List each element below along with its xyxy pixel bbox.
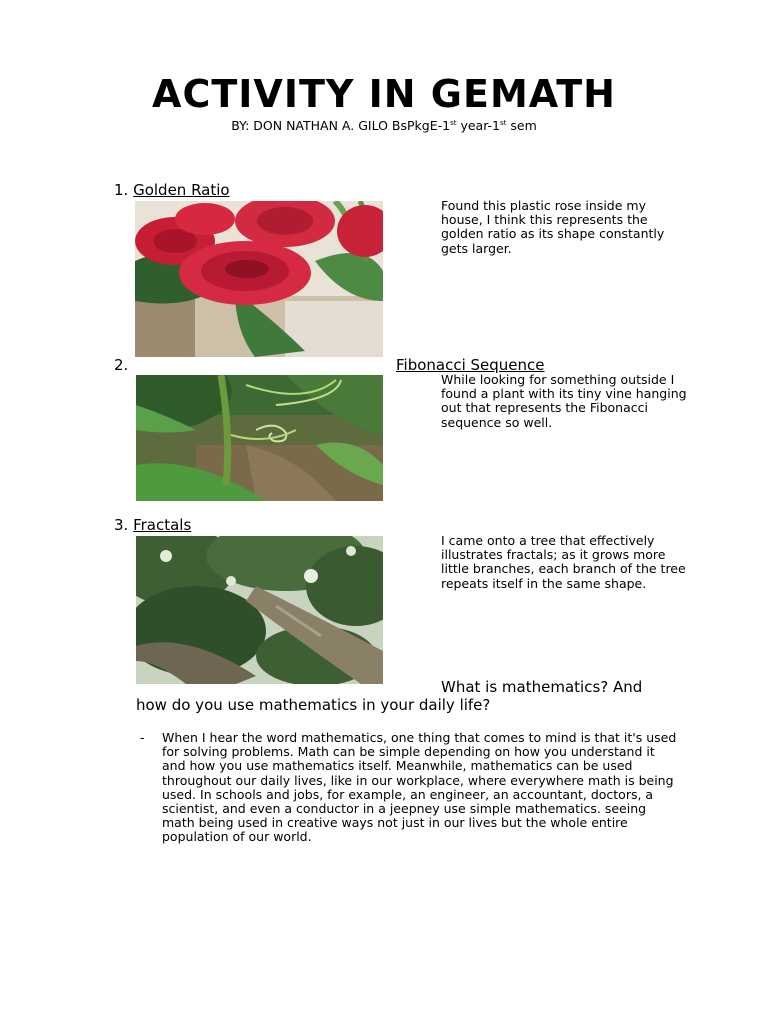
byline-suffix: sem xyxy=(506,118,537,133)
answer-bullet: - xyxy=(140,730,145,745)
item-2-number: 2. xyxy=(114,356,129,374)
author-byline xyxy=(0,115,768,134)
item-1-description: Found this plastic rose inside my house, I think this represents the golden ratio as its shape constantly gets larger. xyxy=(441,198,665,256)
byline-sup-1: st xyxy=(450,119,457,127)
item-2-title: Fibonacci Sequence xyxy=(396,356,545,374)
byline-mid: year-1 xyxy=(456,118,500,133)
vine-photo-icon xyxy=(136,375,383,501)
answer-text: When I hear the word mathematics, one thing that comes to mind is that it's used for solving problems. Math can be simple depending on how you understand it and how you use mathematics itself. Meanwhile, mathematics can be used throughout our daily lives, like in our workplace, where everywhere math is being used. In schools and jobs, for example, an engineer, an accountant, doctors, a scientist, and even a conductor in a jeepney use simple mathematics. seeing math being used in creative ways not just in our lives but the whole entire population of our world. xyxy=(162,730,677,845)
item-1-title: Golden Ratio xyxy=(133,181,230,199)
item-3-number: 3. xyxy=(114,516,129,534)
item-2-description: While looking for something outside I found a plant with its tiny vine hanging out that represents the Fibonacci sequence so well. xyxy=(441,372,687,430)
rose-photo-icon xyxy=(135,201,383,357)
byline-sup-2: st xyxy=(500,119,507,127)
tree-photo-icon xyxy=(136,536,383,684)
item-1-number: 1. xyxy=(114,181,129,199)
item-3-title: Fractals xyxy=(133,516,192,534)
document-title: ACTIVITY IN GEMATH xyxy=(152,72,616,116)
item-3-description: I came onto a tree that effectively illustrates fractals; as it grows more little branches, each branch of the tree repeats itself in the same shape. xyxy=(441,533,686,591)
question-line-1: What is mathematics? And xyxy=(441,678,643,696)
question-line-2: how do you use mathematics in your daily life? xyxy=(136,696,491,714)
item-3-heading xyxy=(114,516,191,534)
item-1-heading xyxy=(114,181,230,199)
byline-prefix: BY: DON NATHAN A. GILO BsPkgE-1 xyxy=(231,118,451,133)
